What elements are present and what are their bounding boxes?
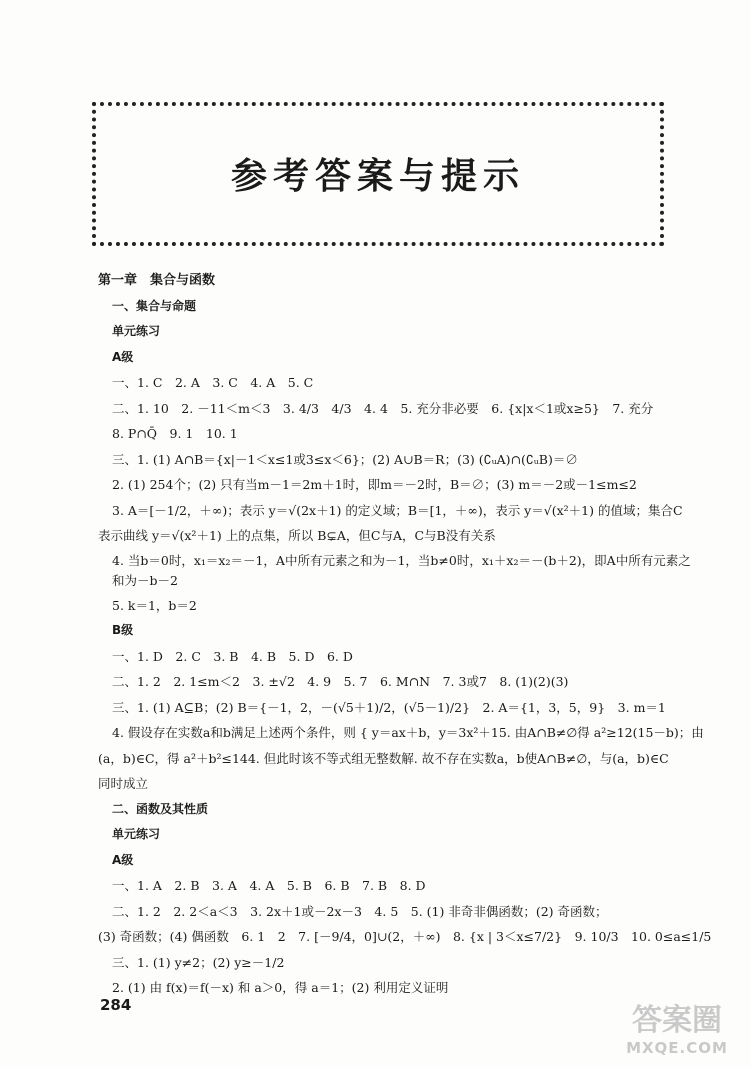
- answer-line: 表示曲线 y＝√(x²＋1) 上的点集，所以 B⊊A，但C与A，C与B没有关系: [98, 528, 496, 543]
- answer-line: 3. A＝[－1/2，＋∞)；表示 y＝√(2x＋1) 的定义域；B＝[1，＋∞)，表示 y＝√(x²＋1) 的值域；集合C: [112, 502, 683, 518]
- watermark-url: MXQE.COM: [626, 1039, 728, 1057]
- watermark-mark: 答案圈: [632, 1003, 722, 1038]
- page-title: 参考答案与提示: [230, 156, 525, 197]
- section-heading-sets: 一、集合与命题: [112, 298, 197, 313]
- answer-line: 二、1. 2 2. 2＜a＜3 3. 2x＋1或－2x－3 4. 5 5. (1) 非奇非偶函数；(2) 奇函数；: [112, 903, 608, 919]
- answer-line: 三、1. (1) y≠2；(2) y≥－1/2: [112, 954, 285, 970]
- answer-line: 5. k＝1，b＝2: [112, 597, 197, 613]
- answer-line: 三、1. (1) A⊆B；(2) B＝{－1，2，－(√5＋1)/2，(√5－1)/2} 2. A＝{1，3，5，9} 3. m＝1: [112, 699, 666, 715]
- answer-line: 一、1. D 2. C 3. B 4. B 5. D 6. D: [112, 648, 353, 664]
- answer-line: 二、1. 10 2. －11＜m＜3 3. 4/3 4/3 4. 4 5. 充分非必要 6. {x|x＜1或x≥5} 7. 充分: [112, 400, 654, 416]
- answer-line: (a，b)∈C，得 a²＋b²≤144. 但此时该不等式组无整数解. 故不存在实数a，b使A∩B≠∅，与(a，b)∈C: [98, 750, 669, 766]
- level-a-heading: A级: [112, 852, 134, 867]
- answer-line: 2. (1) 由 f(x)＝f(－x) 和 a＞0，得 a＝1；(2) 利用定义证明: [112, 980, 449, 995]
- level-a-heading: A级: [112, 349, 134, 364]
- unit-practice-heading: 单元练习: [112, 324, 161, 338]
- title-frame: [92, 102, 664, 246]
- answer-line: 一、1. C 2. A 3. C 4. A 5. C: [112, 375, 314, 390]
- level-b-heading: B级: [112, 623, 134, 637]
- answer-line: 三、1. (1) A∩B＝{x|－1＜x≤1或3≤x＜6}；(2) A∪B＝R；(3) (∁ᵤA)∩(∁ᵤB)＝∅: [112, 451, 578, 467]
- answer-line: 二、1. 2 2. 1≤m＜2 3. ±√2 4. 9 5. 7 6. M∩N 7. 3或7 8. (1)(2)(3): [112, 674, 569, 689]
- unit-practice-heading: 单元练习: [112, 827, 161, 841]
- answer-line: 同时成立: [98, 776, 149, 791]
- page-number: 284: [100, 996, 132, 1014]
- section-heading-functions: 二、函数及其性质: [112, 801, 209, 816]
- answer-line: 8. P∩Q̄ 9. 1 10. 1: [112, 426, 238, 441]
- answer-line: 2. (1) 254个；(2) 只有当m－1＝2m＋1时，即m＝－2时，B＝∅；(3) m＝－2或－1≤m≤2: [112, 477, 637, 492]
- answer-line: (3) 奇函数；(4) 偶函数 6. 1 2 7. [－9/4，0]∪(2，＋∞) 8. {x | 3＜x≤7/2} 9. 10/3 10. 0≤a≤1/5: [98, 929, 712, 944]
- answer-line: 4. 当b＝0时，x₁＝x₂＝－1，A中所有元素之和为－1，当b≠0时，x₁＋x₂＝－(b＋2)，即A中所有元素之和为－b－2: [112, 552, 691, 588]
- chapter-heading: 第一章 集合与函数: [98, 273, 216, 288]
- answer-content: [98, 268, 712, 1001]
- answer-line: 4. 假设存在实数a和b满足上述两个条件，则 { y＝ax＋b，y＝3x²＋15. 由A∩B≠∅得 a²≥12(15－b)；由: [112, 725, 704, 740]
- answer-line: 一、1. A 2. B 3. A 4. A 5. B 6. B 7. B 8. D: [112, 878, 426, 893]
- watermark-logo: [612, 1004, 742, 1062]
